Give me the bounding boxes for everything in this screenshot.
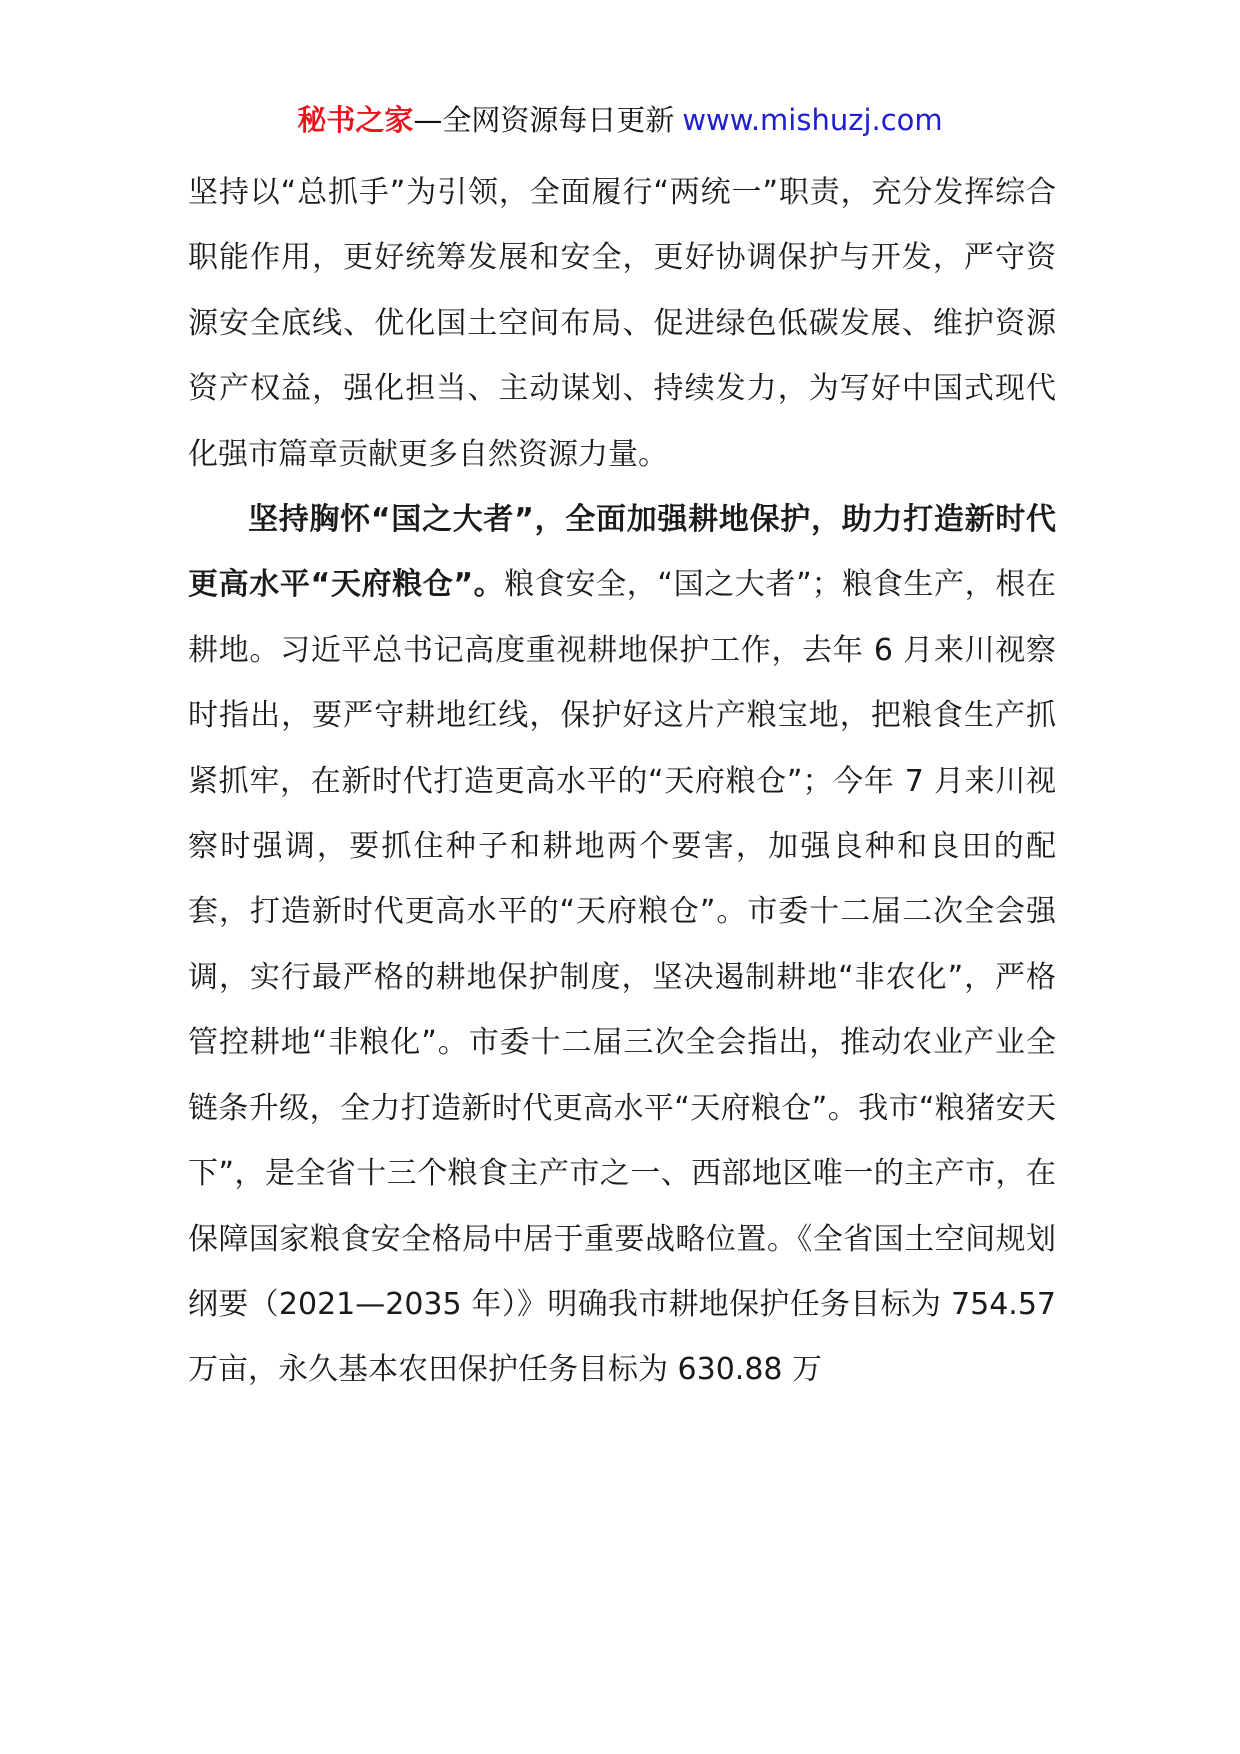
- header-tagline: —全网资源每日更新: [413, 103, 675, 137]
- paragraph-1: 坚持以“总抓手”为引领，全面履行“两统一”职责，充分发挥综合职能作用，更好统筹发展和安全，更好协调保护与开发，严守资源安全底线、优化国土空间布局、促进绿色低碳发展、维护资源资产权益，强化担当、主动谋划、持续发力，为写好中国式现代化强市篇章贡献更多自然资源力量。: [188, 175, 1056, 472]
- paragraph-2: [188, 487, 1056, 1403]
- paragraph-2-lead: 坚持胸怀“国之大者”，全面加强耕地保护，助力打造新时代更高水平“天府粮仓”。: [188, 502, 1056, 603]
- paragraph-2-text: 粮食安全，“国之大者”；粮食生产，根在耕地。习近平总书记高度重视耕地保护工作，去年 6 月来川视察时指出，要严守耕地红线，保护好这片产粮宝地，把粮食生产抓紧抓牢，在新时代打造更高水平的“天府粮仓”；今年 7 月来川视察时强调，要抓住种子和耕地两个要害，加强良种和良田的配套，打造新时代更高水平的“天府粮仓”。市委十二届二次全会强调，实行最严格的耕地保护制度，坚决遏制耕地“非农化”，严格管控耕地“非粮化”。市委十二届三次全会指出，推动农业产业全链条升级，全力打造新时代更高水平“天府粮仓”。我市“粮猪安天下”，是全省十三个粮食主产市之一、西部地区唯一的主产市，在保障国家粮食安全格局中居于重要战略位置。《全省国土空间规划纲要（2021—2035 年）》明确我市耕地保护任务目标为 754.57 万亩，永久基本农田保护任务目标为 630.88 万: [188, 567, 1056, 1388]
- website-link[interactable]: www.mishuzj.com: [682, 103, 943, 137]
- brand-name: 秘书之家: [297, 103, 414, 137]
- document-body: [188, 160, 1056, 1403]
- page-header: [0, 100, 1240, 140]
